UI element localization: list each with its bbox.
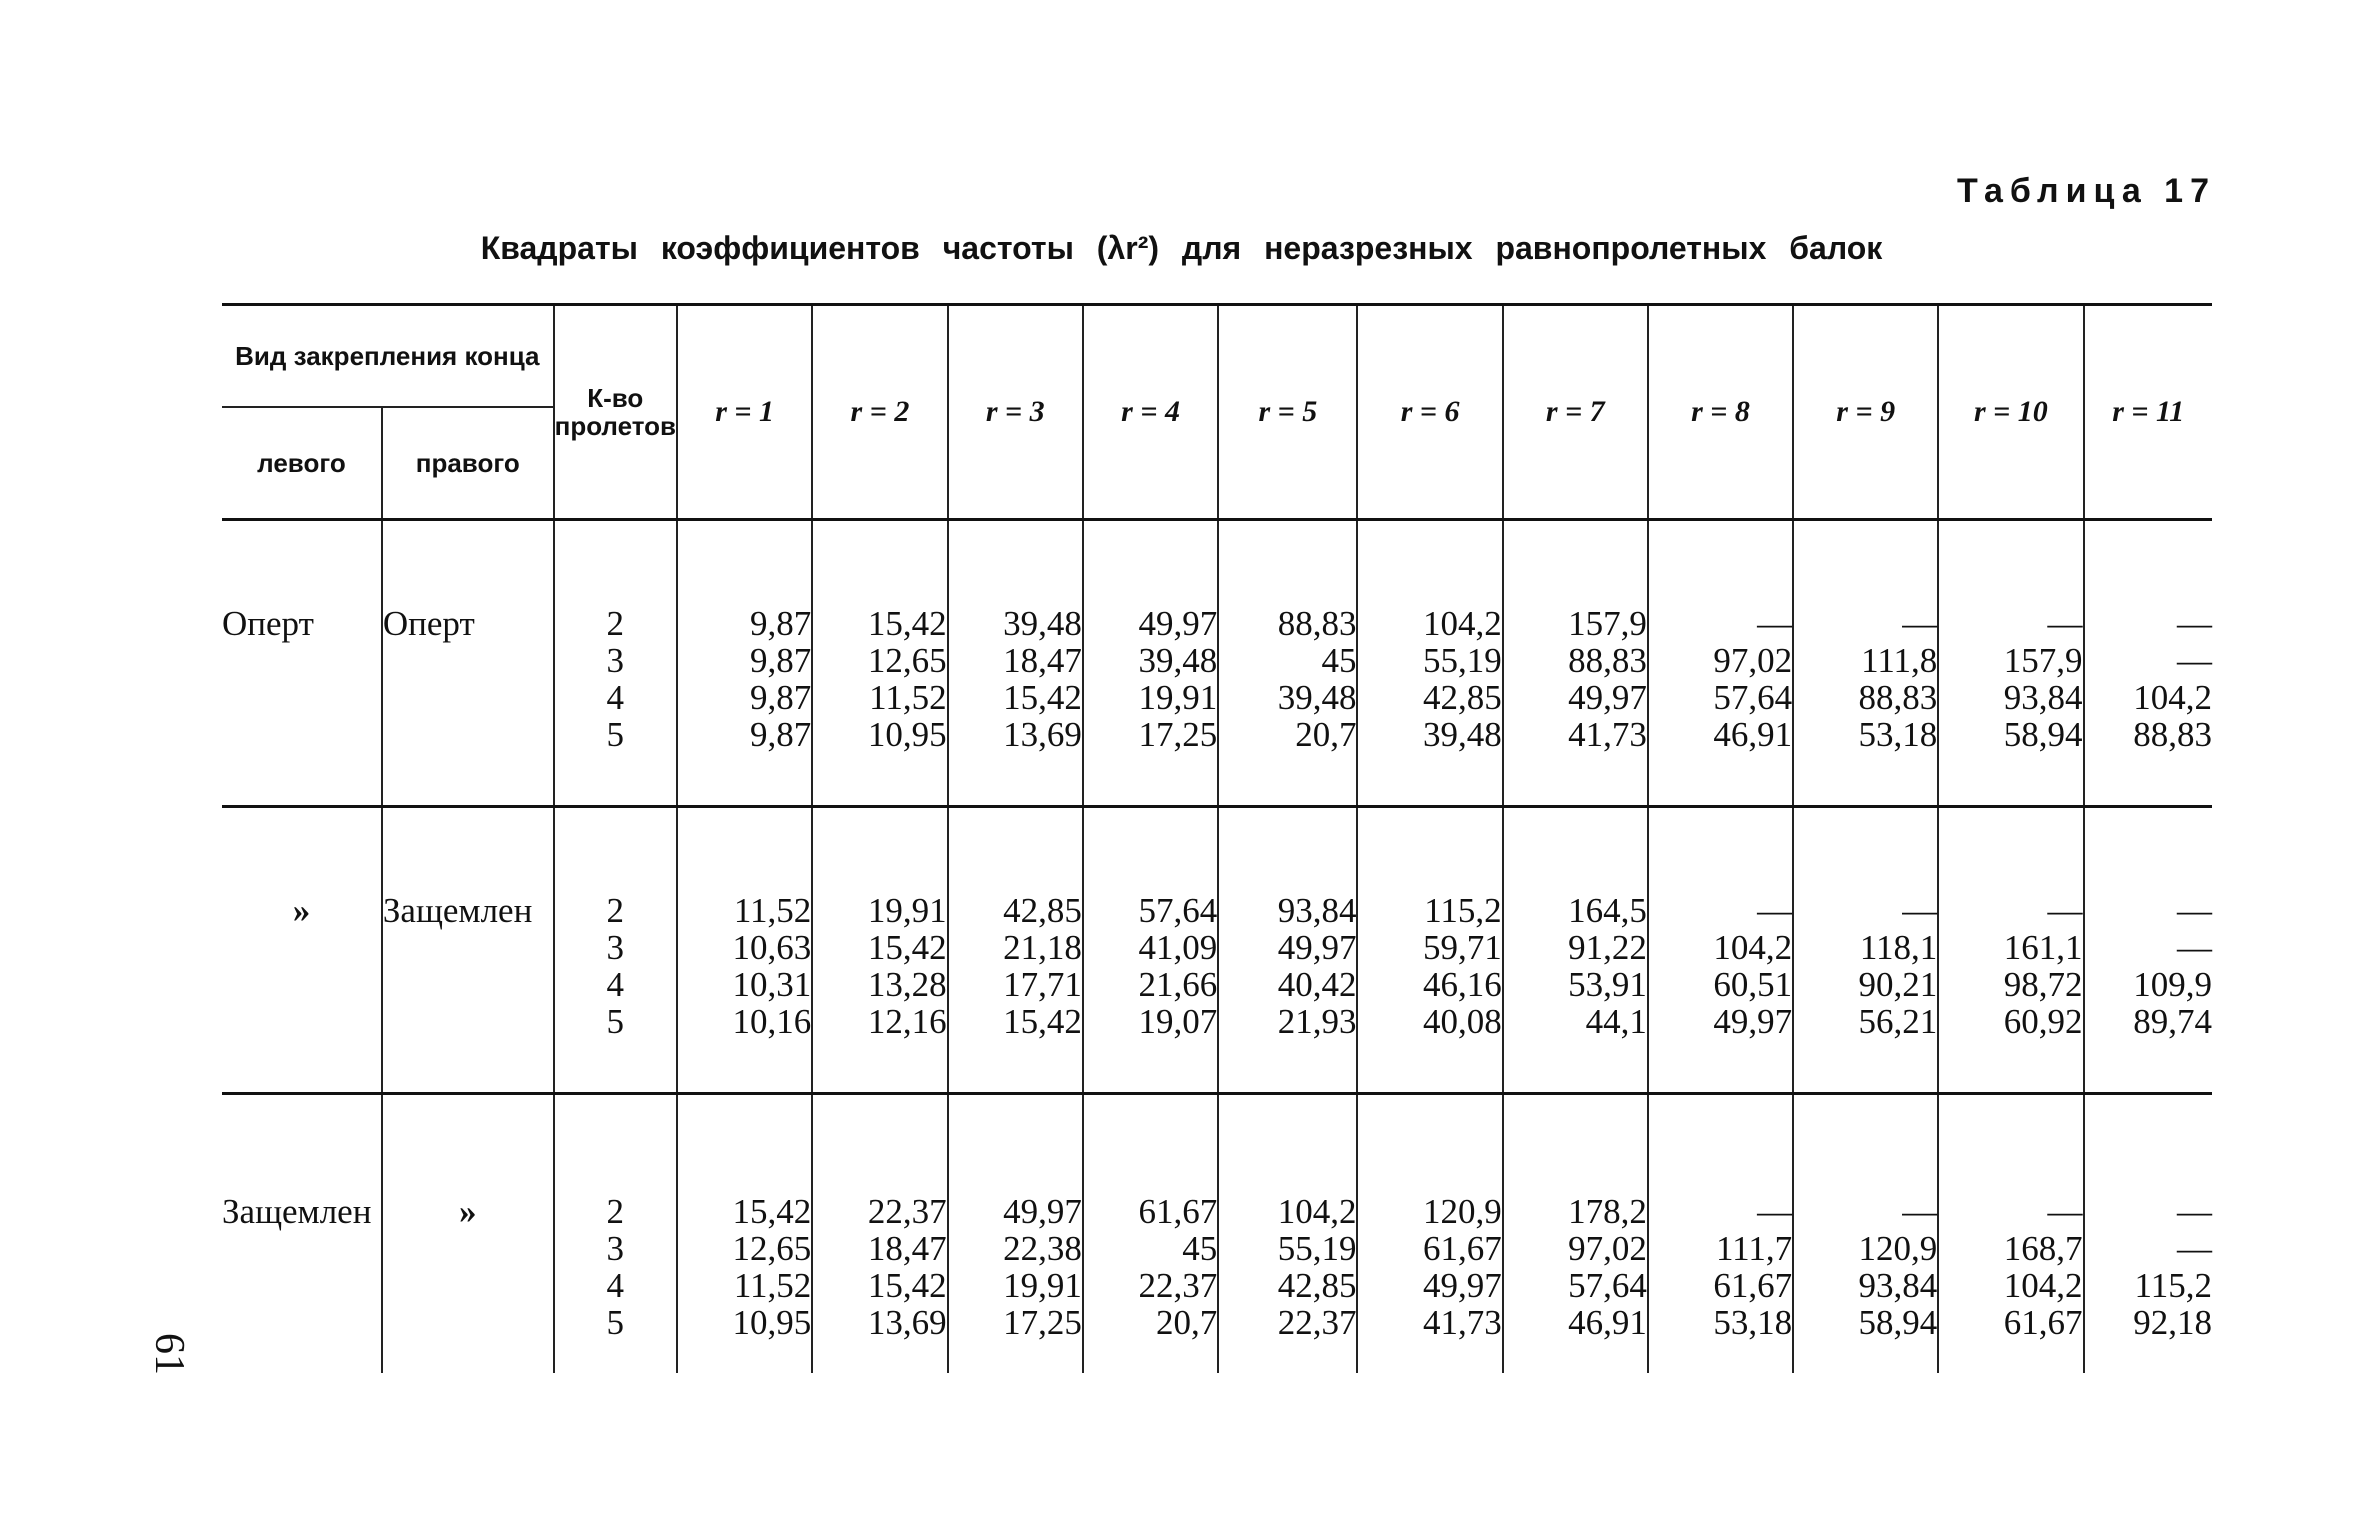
table-cell-value: 13,69 <box>867 1303 947 1342</box>
r-header: r = 4 <box>1083 305 1218 520</box>
table-cell-value: 41,09 <box>1138 928 1218 967</box>
table-cell-value: — <box>2177 604 2212 643</box>
r-header: r = 10 <box>1938 305 2083 520</box>
r-values-cell <box>812 520 947 807</box>
table-cell-value: — <box>2177 891 2212 930</box>
table-cell-value: 93,84 <box>1858 1266 1938 1305</box>
table-cell-value: 13,69 <box>1003 715 1082 754</box>
spans-value: 2 <box>606 891 625 930</box>
table-cell-value: 12,16 <box>867 1002 947 1041</box>
table-cell-value: 9,87 <box>750 678 812 717</box>
table-cell-value: 17,71 <box>1003 965 1082 1004</box>
table-cell-value: — <box>1902 1192 1938 1231</box>
r-values-cell <box>2084 520 2213 807</box>
table-cell-value: 57,64 <box>1138 891 1218 930</box>
r-values-cell <box>2084 807 2213 1094</box>
table-cell-value: 40,08 <box>1422 1002 1502 1041</box>
table-cell-value: 58,94 <box>1858 1303 1938 1342</box>
frequency-table <box>222 303 2212 1373</box>
r-values-cell <box>1648 520 1793 807</box>
r-values-cell <box>948 1094 1083 1374</box>
table-cell-value: 118,1 <box>1859 928 1938 967</box>
r-values-cell <box>1648 807 1793 1094</box>
table-cell-value: 9,87 <box>750 641 812 680</box>
table-cell-value: 21,66 <box>1138 965 1218 1004</box>
table-row-group <box>222 520 2212 807</box>
table-cell-value: 42,85 <box>1422 678 1502 717</box>
table-cell-value: 10,16 <box>732 1002 812 1041</box>
left-end-cell: Оперт <box>222 520 382 807</box>
table-cell-value: 12,65 <box>867 641 947 680</box>
r-values-cell <box>1218 520 1357 807</box>
table-cell-value: 104,2 <box>1422 604 1502 643</box>
table-cell-value: 60,51 <box>1713 965 1793 1004</box>
table-cell-value: 41,73 <box>1568 715 1647 754</box>
r-header: r = 1 <box>677 305 812 520</box>
table-cell-value: — <box>2177 1229 2212 1268</box>
right-end-cell: » <box>382 1094 554 1374</box>
table-cell-value: 61,67 <box>2003 1303 2083 1342</box>
left-end-cell: » <box>222 807 382 1094</box>
table-cell-value: 46,16 <box>1422 965 1502 1004</box>
table-cell-value: 49,97 <box>1713 1002 1793 1041</box>
table-cell-value: 59,71 <box>1422 928 1502 967</box>
r-values-cell <box>1938 520 2083 807</box>
table-cell-value: 111,7 <box>1715 1229 1793 1268</box>
table-cell-value: 42,85 <box>1277 1266 1357 1305</box>
table-cell-value: 55,19 <box>1422 641 1502 680</box>
r-values-cell <box>1083 520 1218 807</box>
table-cell-value: 90,21 <box>1858 965 1938 1004</box>
spans-value: 4 <box>606 965 625 1004</box>
spans-value: 5 <box>606 715 625 754</box>
table-cell-value: 120,9 <box>1858 1229 1938 1268</box>
table-cell-value: 15,42 <box>732 1192 812 1231</box>
spans-cell <box>554 1094 677 1374</box>
table-cell-value: 53,18 <box>1858 715 1938 754</box>
table-cell-value: 58,94 <box>2003 715 2083 754</box>
table-cell-value: 45 <box>1182 1229 1218 1268</box>
r-values-cell <box>1793 520 1938 807</box>
r-values-cell <box>677 520 812 807</box>
table-cell-value: 88,83 <box>2133 715 2212 754</box>
table-cell-value: 57,64 <box>1713 678 1793 717</box>
table-cell-value: 19,07 <box>1138 1002 1218 1041</box>
table-cell-value: 49,97 <box>1138 604 1218 643</box>
spans-value: 5 <box>606 1002 625 1041</box>
table-cell-value: 20,7 <box>1295 715 1357 754</box>
table-cell-value: 39,48 <box>1277 678 1357 717</box>
r-header: r = 8 <box>1648 305 1793 520</box>
table-cell-value: 61,67 <box>1713 1266 1793 1305</box>
table-cell-value: 42,85 <box>1003 891 1082 930</box>
table-cell-value: 89,74 <box>2133 1002 2212 1041</box>
table-cell-value: 111,8 <box>1861 641 1938 680</box>
r-values-cell <box>812 1094 947 1374</box>
table-cell-value: 55,19 <box>1277 1229 1357 1268</box>
table-cell-value: — <box>2047 604 2083 643</box>
table-cell-value: 104,2 <box>2133 678 2212 717</box>
table-cell-value: 10,95 <box>867 715 947 754</box>
left-end-cell: Защемлен <box>222 1094 382 1374</box>
table-cell-value: 109,9 <box>2133 965 2212 1004</box>
spans-value: 2 <box>606 1192 625 1231</box>
table-cell-value: 13,28 <box>867 965 947 1004</box>
table-cell-value: 22,37 <box>1138 1266 1218 1305</box>
r-header: r = 9 <box>1793 305 1938 520</box>
table-cell-value: 41,73 <box>1422 1303 1502 1342</box>
r-values-cell <box>1357 520 1502 807</box>
r-values-cell <box>1083 807 1218 1094</box>
r-values-cell <box>1357 1094 1502 1374</box>
spans-value: 3 <box>606 1229 625 1268</box>
r-values-cell <box>1648 1094 1793 1374</box>
table-cell-value: 22,37 <box>1277 1303 1357 1342</box>
table-cell-value: 15,42 <box>1003 678 1082 717</box>
table-cell-value: 40,42 <box>1277 965 1357 1004</box>
table-cell-value: — <box>2177 1192 2212 1231</box>
table-cell-value: 11,52 <box>869 678 947 717</box>
table-cell-value: 49,97 <box>1003 1192 1082 1231</box>
table-cell-value: — <box>2177 928 2212 967</box>
spans-value: 5 <box>606 1303 625 1342</box>
table-cell-value: 9,87 <box>750 604 812 643</box>
table-row-group <box>222 1094 2212 1374</box>
table-cell-value: 104,2 <box>2003 1266 2083 1305</box>
spans-cell <box>554 807 677 1094</box>
table-cell-value: 39,48 <box>1138 641 1218 680</box>
table-cell-value: 19,91 <box>867 891 947 930</box>
right-end-header: правого <box>382 407 554 520</box>
table-cell-value: 46,91 <box>1713 715 1793 754</box>
spans-value: 2 <box>606 604 625 643</box>
r-header: r = 5 <box>1218 305 1357 520</box>
table-cell-value: 22,38 <box>1003 1229 1082 1268</box>
table-cell-value: 56,21 <box>1858 1002 1938 1041</box>
r-header: r = 6 <box>1357 305 1502 520</box>
table-cell-value: 168,7 <box>2003 1229 2083 1268</box>
table-cell-value: — <box>2177 641 2212 680</box>
table-cell-value: 49,97 <box>1568 678 1647 717</box>
table-cell-value: 11,52 <box>733 891 812 930</box>
r-values-cell <box>1357 807 1502 1094</box>
r-header: r = 11 <box>2084 305 2213 520</box>
table-cell-value: 93,84 <box>1277 891 1357 930</box>
table-cell-value: 39,48 <box>1003 604 1082 643</box>
table-cell-value: 10,63 <box>732 928 812 967</box>
table-cell-value: 161,1 <box>2003 928 2083 967</box>
r-header: r = 2 <box>812 305 947 520</box>
table-cell-value: — <box>1757 604 1793 643</box>
table-cell-value: 21,93 <box>1277 1002 1357 1041</box>
table-cell-value: 91,22 <box>1568 928 1647 967</box>
spans-value: 4 <box>606 1266 625 1305</box>
r-values-cell <box>1793 807 1938 1094</box>
r-values-cell <box>1503 520 1648 807</box>
table-cell-value: 45 <box>1321 641 1357 680</box>
table-cell-value: — <box>2047 891 2083 930</box>
table-cell-value: 104,2 <box>1713 928 1793 967</box>
table-cell-value: 12,65 <box>732 1229 812 1268</box>
table-cell-value: 19,91 <box>1138 678 1218 717</box>
table-cell-value: 49,97 <box>1422 1266 1502 1305</box>
r-header: r = 7 <box>1503 305 1648 520</box>
r-values-cell <box>1218 807 1357 1094</box>
table-cell-value: — <box>1757 1192 1793 1231</box>
table-cell-value: 17,25 <box>1138 715 1218 754</box>
table-cell-value: 97,02 <box>1713 641 1793 680</box>
r-values-cell <box>812 807 947 1094</box>
fixing-type-header: Вид закрепления конца <box>222 305 554 408</box>
table-cell-value: 18,47 <box>1003 641 1082 680</box>
table-caption: Таблица 17 <box>1957 172 2216 210</box>
table-cell-value: 9,87 <box>750 715 812 754</box>
r-values-cell <box>1938 807 2083 1094</box>
table-cell-value: 57,64 <box>1568 1266 1647 1305</box>
table-cell-value: 88,83 <box>1277 604 1357 643</box>
table-cell-value: 115,2 <box>2134 1266 2212 1305</box>
table-cell-value: 93,84 <box>2003 678 2083 717</box>
table-cell-value: 157,9 <box>2003 641 2083 680</box>
table-cell-value: 88,83 <box>1858 678 1938 717</box>
table-cell-value: 39,48 <box>1422 715 1502 754</box>
table-cell-value: 44,1 <box>1585 1002 1647 1041</box>
table-cell-value: 22,37 <box>867 1192 947 1231</box>
r-values-cell <box>2084 1094 2213 1374</box>
table-cell-value: 10,95 <box>732 1303 812 1342</box>
table-cell-value: 120,9 <box>1422 1192 1502 1231</box>
r-values-cell <box>677 1094 812 1374</box>
table-cell-value: — <box>1902 604 1938 643</box>
spans-cell <box>554 520 677 807</box>
table-cell-value: 178,2 <box>1568 1192 1647 1231</box>
left-end-header: левого <box>257 448 346 478</box>
r-values-cell <box>948 807 1083 1094</box>
table-cell-value: 19,91 <box>1003 1266 1082 1305</box>
spans-value: 3 <box>606 641 625 680</box>
table-cell-value: 97,02 <box>1568 1229 1647 1268</box>
table-cell-value: 21,18 <box>1003 928 1082 967</box>
table-cell-value: 17,25 <box>1003 1303 1082 1342</box>
table-cell-value: 18,47 <box>867 1229 947 1268</box>
table-cell-value: 11,52 <box>733 1266 812 1305</box>
r-values-cell <box>677 807 812 1094</box>
table-title: Квадраты коэффициентов частоты (λr²) для неразрезных равнопролетных балок <box>480 230 1883 266</box>
table-cell-value: 53,91 <box>1568 965 1647 1004</box>
table-cell-value: 49,97 <box>1277 928 1357 967</box>
table-cell-value: 15,42 <box>867 604 947 643</box>
table-cell-value: 53,18 <box>1713 1303 1793 1342</box>
r-values-cell <box>1503 1094 1648 1374</box>
table-cell-value: 104,2 <box>1277 1192 1357 1231</box>
table-cell-value: 88,83 <box>1568 641 1647 680</box>
table-cell-value: 15,42 <box>1003 1002 1082 1041</box>
page-number: 61 <box>146 1333 192 1375</box>
table-cell-value: 20,7 <box>1155 1303 1218 1342</box>
r-values-cell <box>1218 1094 1357 1374</box>
table-cell-value: — <box>1757 891 1793 930</box>
table-cell-value: 60,92 <box>2003 1002 2083 1041</box>
table-cell-value: 46,91 <box>1568 1303 1647 1342</box>
r-values-cell <box>1938 1094 2083 1374</box>
table-cell-value: 92,18 <box>2133 1303 2212 1342</box>
table-cell-value: 115,2 <box>1424 891 1502 930</box>
table-cell-value: 98,72 <box>2003 965 2083 1004</box>
spans-value: 3 <box>606 928 625 967</box>
table-cell-value: 10,31 <box>732 965 812 1004</box>
r-header: r = 3 <box>948 305 1083 520</box>
r-values-cell <box>948 520 1083 807</box>
table-cell-value: 15,42 <box>867 1266 947 1305</box>
table-cell-value: 61,67 <box>1422 1229 1502 1268</box>
r-values-cell <box>1793 1094 1938 1374</box>
table-row-group <box>222 807 2212 1094</box>
table-cell-value: — <box>2047 1192 2083 1231</box>
spans-value: 4 <box>606 678 625 717</box>
table-cell-value: 15,42 <box>867 928 947 967</box>
right-end-cell: Оперт <box>382 520 554 807</box>
table-cell-value: 61,67 <box>1138 1192 1218 1231</box>
table-cell-value: 157,9 <box>1568 604 1647 643</box>
r-values-cell <box>1503 807 1648 1094</box>
table-cell-value: — <box>1902 891 1938 930</box>
table-cell-value: 164,5 <box>1568 891 1647 930</box>
spans-count-header: К-во пролетов <box>554 305 677 520</box>
r-values-cell <box>1083 1094 1218 1374</box>
right-end-cell: Защемлен <box>382 807 554 1094</box>
